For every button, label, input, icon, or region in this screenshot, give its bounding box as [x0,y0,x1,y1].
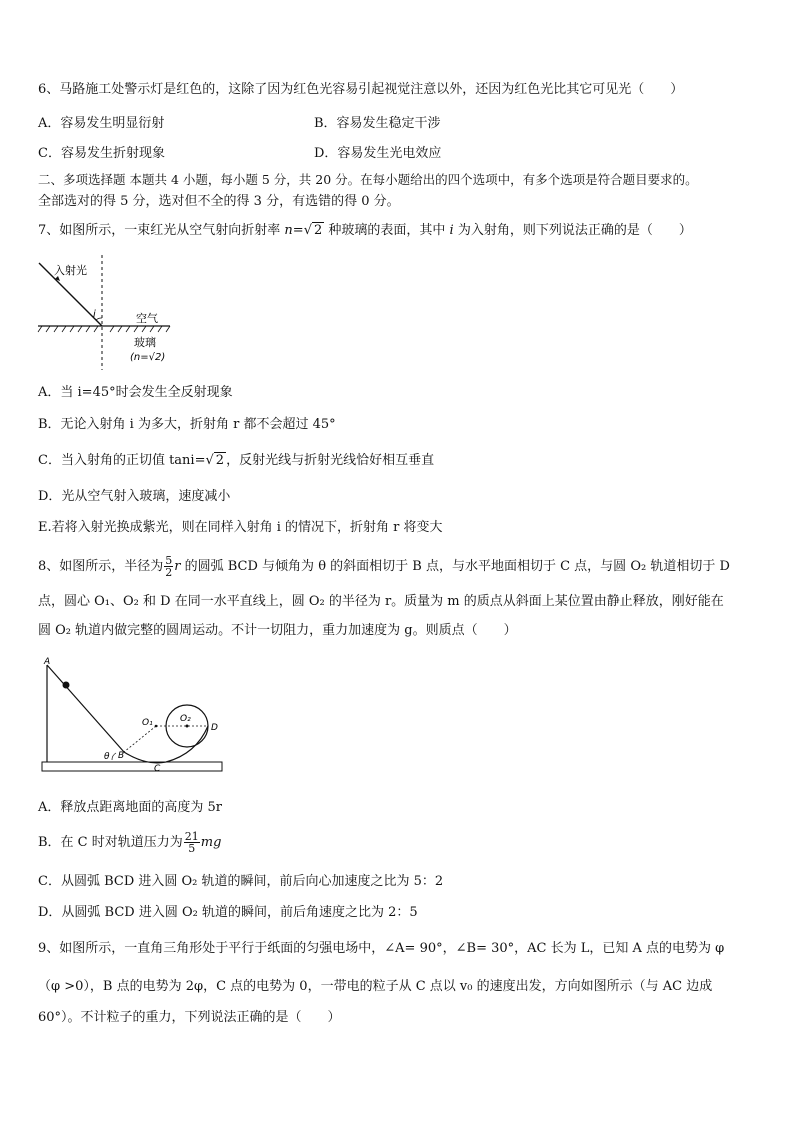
q7-eq: = [292,223,304,238]
section2-line1: 二、多项选择题 本题共 4 小题，每小题 5 分，共 20 分。在每小题给出的四个选项中，有多个选项是符合题目要求的。 [38,172,698,187]
q7-option-c [38,452,434,469]
q7-option-c-b: ，反射光线与折射光线恰好相互垂直 [226,453,435,468]
theta-arc [112,753,116,760]
q7-stem-c: 为入射角，则下列说法正确的是（ ） [453,223,692,238]
q8-option-b-den: 5 [188,842,196,855]
angle-arc [96,318,102,320]
sqrt-symbol: √ [205,453,214,468]
q8-option-b-fraction [184,831,200,854]
q8-fraction [164,555,173,578]
q7-sqrt: 2 [313,223,323,238]
q9-line3: 60°）。不计粒子的重力，下列说法正确的是（ ） [38,1010,341,1025]
incident-label: 入射光 [54,264,87,277]
q7-option-d: D．光从空气射入玻璃，速度减小 [38,489,231,504]
label-d: D [211,723,218,733]
q6-option-d: D．容易发生光电效应 [314,146,442,161]
q8-option-b-mg: mg [200,835,222,850]
q8-line1-a: 8、如图所示，半径为 [38,559,164,574]
label-b: B [118,751,125,761]
glass-label: 玻璃 [134,336,156,349]
q8-option-b [38,828,221,858]
q8-line1 [38,555,730,579]
q8-frac-den: 2 [165,566,173,579]
angle-i-label: i [93,309,96,320]
q8-option-a: A．释放点距离地面的高度为 5r [38,800,223,815]
sqrt-symbol: √ [303,223,312,238]
air-label: 空气 [136,312,158,325]
q7-refraction-figure [36,250,176,375]
q8-line2: 点，圆心 O₁、O₂ 和 D 在同一水平直线上，圆 O₂ 的半径为 r。质量为 m 的质点从斜面上某位置由静止释放，刚好能在 [38,594,724,609]
q9-line1: 9、如图所示，一直角三角形处于平行于纸面的匀强电场中，∠A= 90°，∠B= 30°，AC 长为 L，已知 A 点的电势为 φ [38,941,725,956]
q8-option-b-num: 21 [184,830,199,843]
q6-option-c: C．容易发生折射现象 [38,146,165,161]
q6-option-b: B．容易发生稳定干涉 [314,116,441,131]
q8-track-figure [36,654,236,779]
q8-option-b-a: B．在 C 时对轨道压力为 [38,835,183,850]
q7-stem-b: 种玻璃的表面，其中 [324,223,450,238]
q7-stem-a: 7、如图所示，一束红光从空气射向折射率 [38,223,285,238]
section2-line2: 全部选对的得 5 分，选对但不全的得 3 分，有选错的得 0 分。 [38,194,400,209]
q7-stem [38,222,692,239]
q9-line2: （φ >0），B 点的电势为 2φ，C 点的电势为 0，一带电的粒子从 C 点以 v₀ 的速度出发，方向如图所示（与 AC 边成 [38,979,713,994]
surface-hatching [38,326,170,332]
q7-option-c-a: C．当入射角的正切值 tani= [38,453,206,468]
q8-option-c: C．从圆弧 BCD 进入圆 O₂ 轨道的瞬间，前后向心加速度之比为 5：2 [38,874,444,889]
q7-n: n [284,223,293,238]
n-label: (n=√2) [130,352,166,363]
q6-option-a: A．容易发生明显衍射 [38,116,165,131]
q7-option-e: E.若将入射光换成紫光，则在同样入射角 i 的情况下，折射角 r 将变大 [38,520,443,535]
q7-option-b: B．无论入射角 i 为多大，折射角 r 都不会超过 45° [38,417,336,432]
label-a: A [44,657,51,667]
o1-center [155,725,158,728]
q8-option-d: D．从圆弧 BCD 进入圆 O₂ 轨道的瞬间，前后角速度之比为 2：5 [38,905,418,920]
arc-bcd [124,726,208,763]
o2-center [186,725,189,728]
incline-slope [47,665,124,752]
q8-frac-num: 5 [165,554,173,567]
label-c: C [154,764,161,774]
q6-stem: 6、马路施工处警示灯是红色的，这除了因为红色光容易引起视觉注意以外，还因为红色光比其它可见光（ ） [38,82,684,97]
ground [42,762,222,771]
label-theta: θ [104,752,110,762]
label-o1: O₁ [142,718,153,728]
label-o2: O₂ [180,714,191,724]
q7-option-c-sqrt: 2 [215,453,225,468]
mass-point [63,682,70,689]
q8-line3: 圆 O₂ 轨道内做完整的圆周运动。不计一切阻力，重力加速度为 g。则质点（ ） [38,623,517,638]
q8-r: r [174,559,181,574]
q7-option-a: A．当 i=45°时会发生全反射现象 [38,385,233,400]
q8-line1-b: 的圆弧 BCD 与倾角为 θ 的斜面相切于 B 点，与水平地面相切于 C 点，与圆 O₂ 轨道相切于 D [180,559,730,574]
q7-i: i [449,223,454,238]
radius-o1-b [124,726,156,752]
